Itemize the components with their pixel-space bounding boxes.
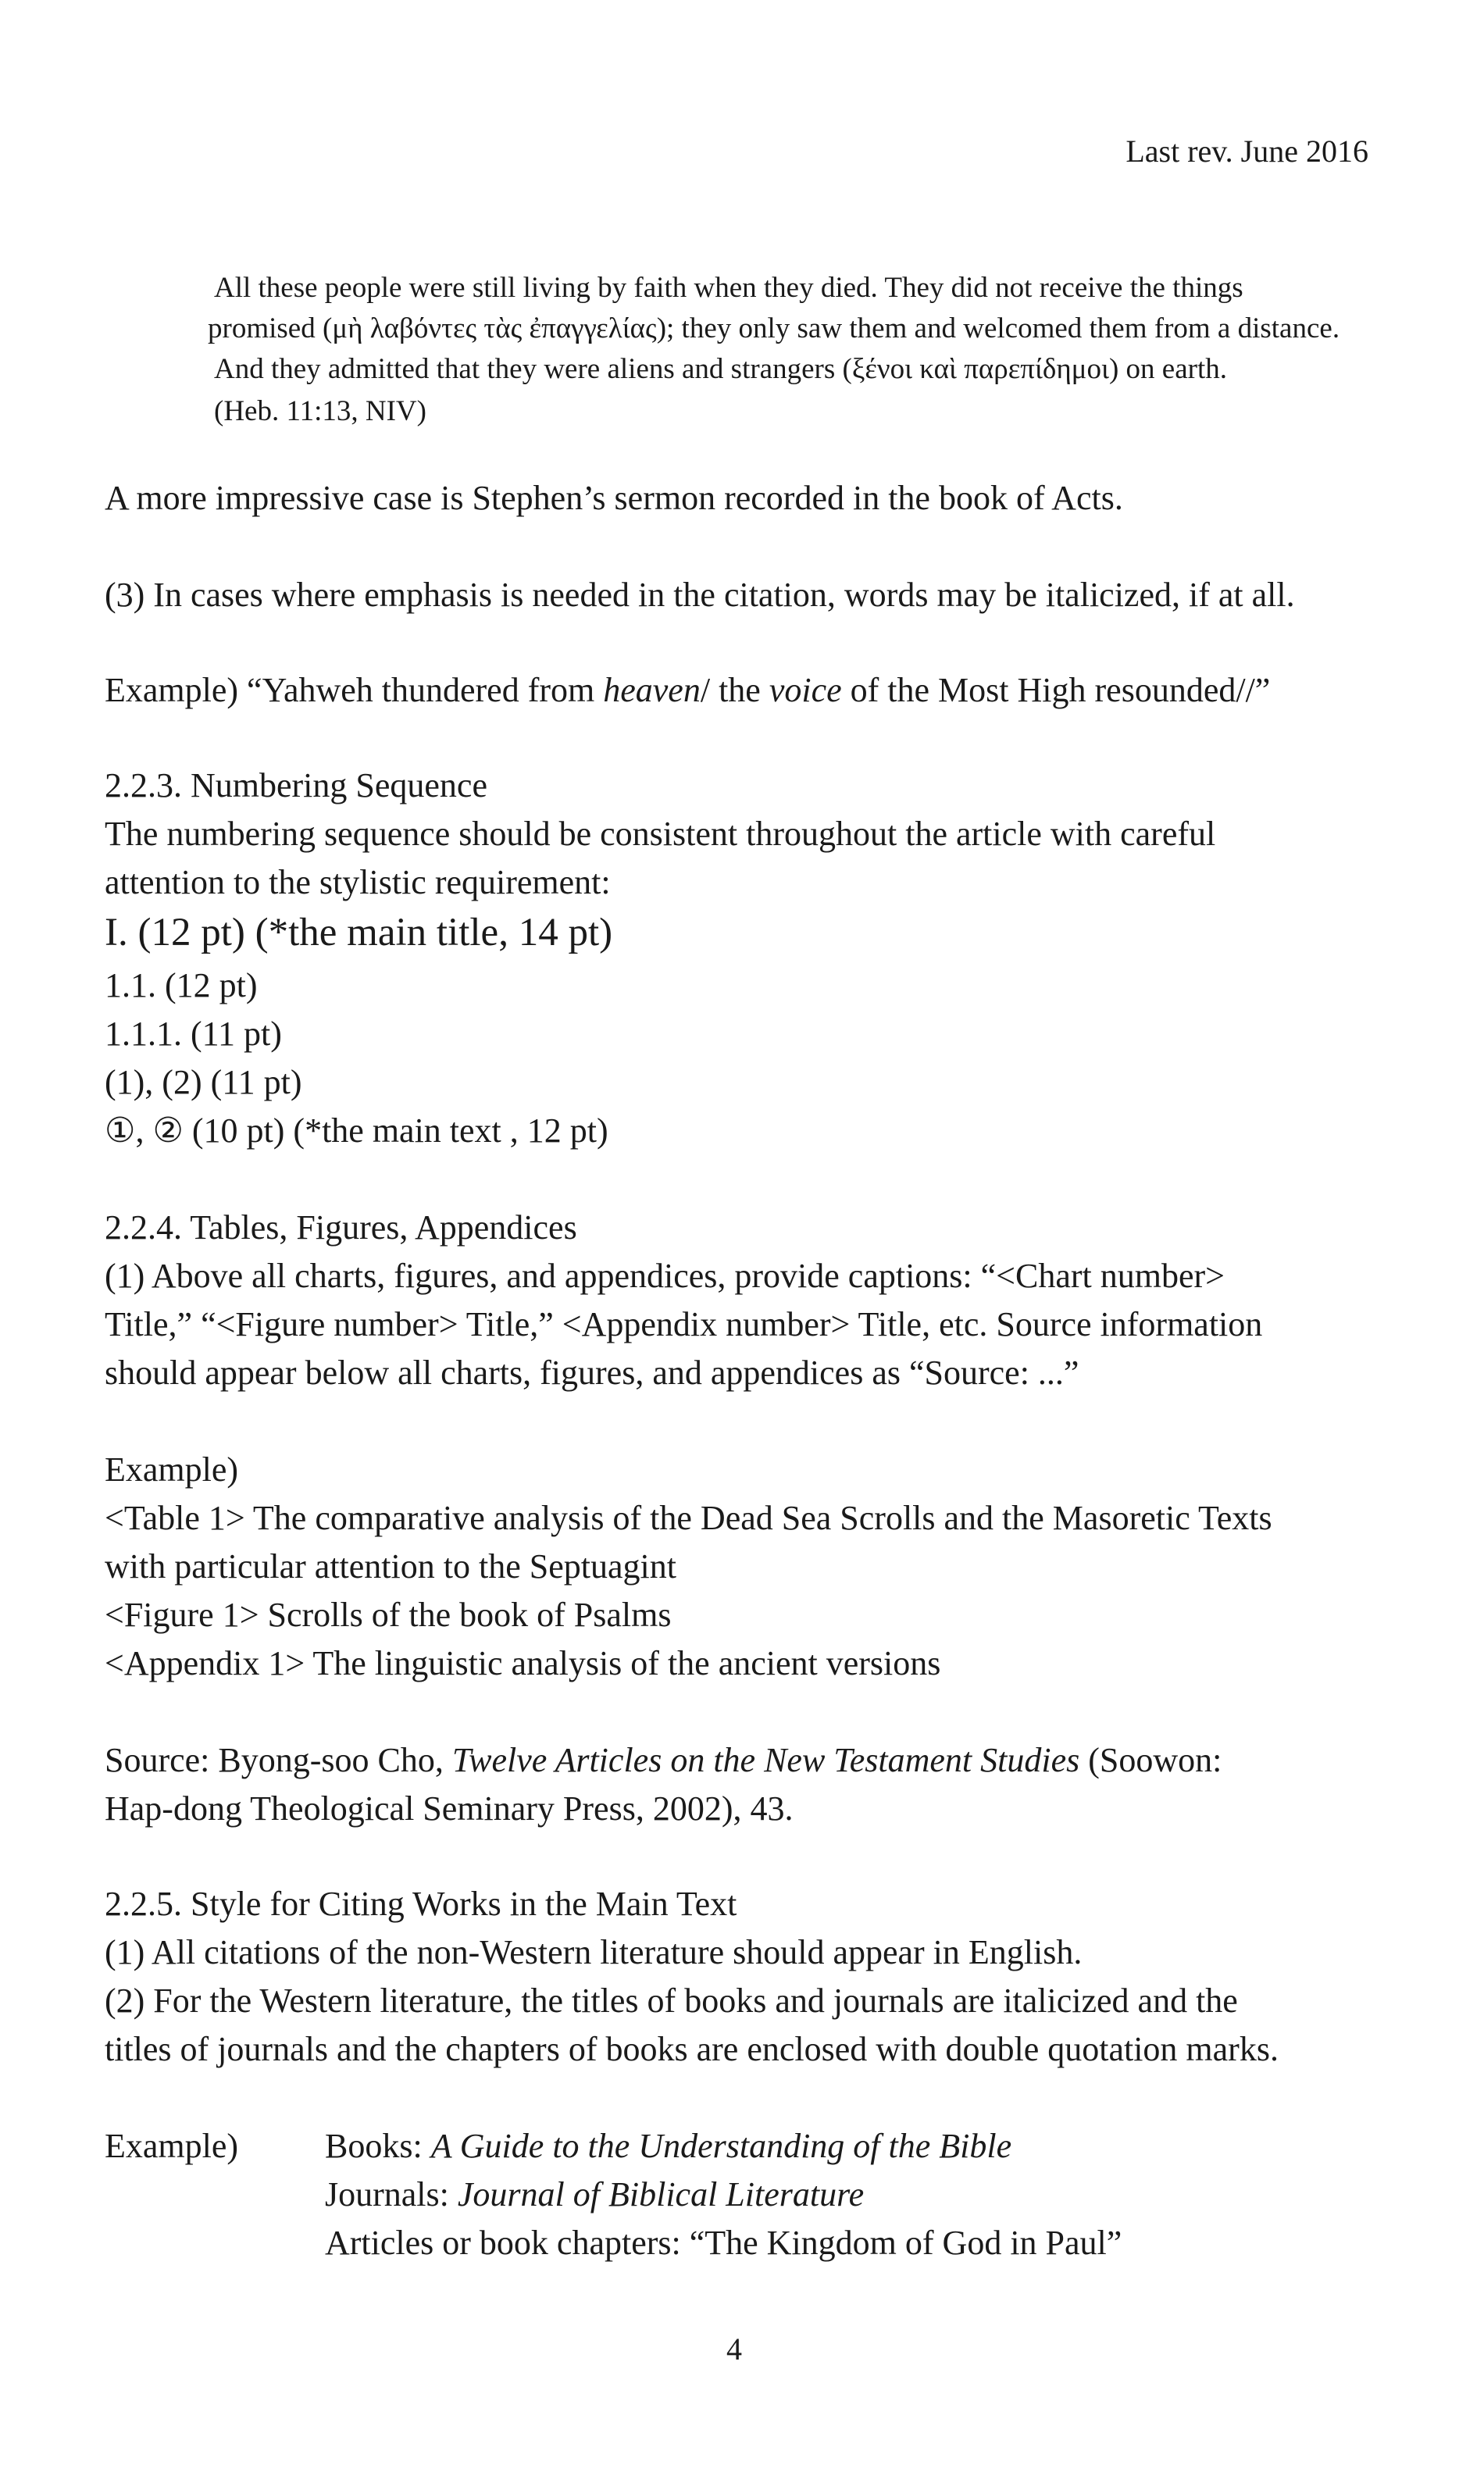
example-table-caption: <Table 1> The comparative analysis of the Dead Sea Scrolls and the Masoretic Texts	[105, 1499, 1272, 1537]
example-articles: Articles or book chapters: “The Kingdom of God in Paul”	[325, 2224, 1122, 2262]
heading-tables-figures: 2.2.4. Tables, Figures, Appendices	[105, 1208, 577, 1247]
source-book-title: Twelve Articles on the New Testament Studies	[451, 1741, 1080, 1779]
page-number: 4	[726, 2331, 742, 2367]
numbering-level-main-title: I. (12 pt) (*the main title, 14 pt)	[105, 911, 613, 954]
numbering-text-line-2: attention to the stylistic requirement:	[105, 863, 611, 901]
example-prefix: Example) “Yahweh thundered from	[105, 671, 604, 709]
italic-word-heaven: heaven	[603, 671, 701, 709]
heading-numbering-sequence: 2.2.3. Numbering Sequence	[105, 766, 487, 804]
revision-date: Last rev. June 2016	[1125, 134, 1368, 169]
example-figure-caption: <Figure 1> Scrolls of the book of Psalms	[105, 1596, 672, 1634]
books-title: A Guide to the Understanding of the Bible	[430, 2127, 1012, 2165]
numbering-text-line-1: The numbering sequence should be consistent throughout the article with careful	[105, 815, 1216, 853]
citing-example-label: Example)	[105, 2127, 239, 2165]
captions-example-label: Example)	[105, 1450, 239, 1489]
numbering-level-parenthesized: (1), (2) (11 pt)	[105, 1063, 302, 1101]
books-label: Books:	[325, 2127, 431, 2165]
source-line-1	[105, 1739, 1222, 1782]
source-prefix: Source: Byong-soo Cho,	[105, 1741, 452, 1779]
numbering-level-1-1: 1.1. (12 pt)	[105, 966, 258, 1004]
captions-text-line-3: should appear below all charts, figures, and appendices as “Source: ...”	[105, 1354, 1079, 1392]
numbering-level-circled: ①, ② (10 pt) (*the main text , 12 pt)	[105, 1111, 608, 1150]
citing-text-line-3: titles of journals and the chapters of books are enclosed with double quotation marks.	[105, 2030, 1279, 2068]
source-line-2: Hap-dong Theological Seminary Press, 2002), 43.	[105, 1789, 794, 1828]
heading-citing-works: 2.2.5. Style for Citing Works in the Main Text	[105, 1885, 737, 1923]
example-middle: / the	[700, 671, 769, 709]
source-suffix: (Soowon:	[1079, 1741, 1222, 1779]
example-suffix: of the Most High resounded//”	[841, 671, 1271, 709]
example-books	[325, 2124, 1011, 2168]
captions-text-line-2: Title,” “<Figure number> Title,” <Appendix number> Title, etc. Source information	[105, 1305, 1263, 1343]
blockquote-line-1: All these people were still living by faith when they died. They did not receive the things	[214, 272, 1243, 304]
numbering-level-1-1-1: 1.1.1. (11 pt)	[105, 1015, 282, 1053]
example-journals	[325, 2173, 864, 2217]
journals-label: Journals:	[325, 2175, 458, 2214]
italic-word-voice: voice	[769, 671, 842, 709]
example-table-caption-cont: with particular attention to the Septuagint	[105, 1547, 676, 1586]
blockquote-line-2: promised (μὴ λαβόντες τὰς ἐπαγγελίας); they only saw them and welcomed them from a distance.	[208, 312, 1340, 344]
captions-text-line-1: (1) Above all charts, figures, and appendices, provide captions: “<Chart number>	[105, 1257, 1225, 1295]
example-appendix-caption: <Appendix 1> The linguistic analysis of the ancient versions	[105, 1644, 941, 1682]
blockquote-citation: (Heb. 11:13, NIV)	[214, 395, 426, 427]
journals-title: Journal of Biblical Literature	[457, 2175, 865, 2214]
blockquote-line-3: And they admitted that they were aliens and strangers (ξένοι καὶ παρεπίδημοι) on earth.	[214, 353, 1227, 385]
citing-text-line-1: (1) All citations of the non-Western literature should appear in English.	[105, 1933, 1083, 1971]
paragraph-emphasis: (3) In cases where emphasis is needed in the citation, words may be italicized, if at all.	[105, 576, 1295, 614]
paragraph-stephen: A more impressive case is Stephen’s sermon recorded in the book of Acts.	[105, 479, 1123, 517]
citing-text-line-2: (2) For the Western literature, the titles of books and journals are italicized and the	[105, 1982, 1238, 2020]
example-emphasis	[105, 669, 1270, 712]
